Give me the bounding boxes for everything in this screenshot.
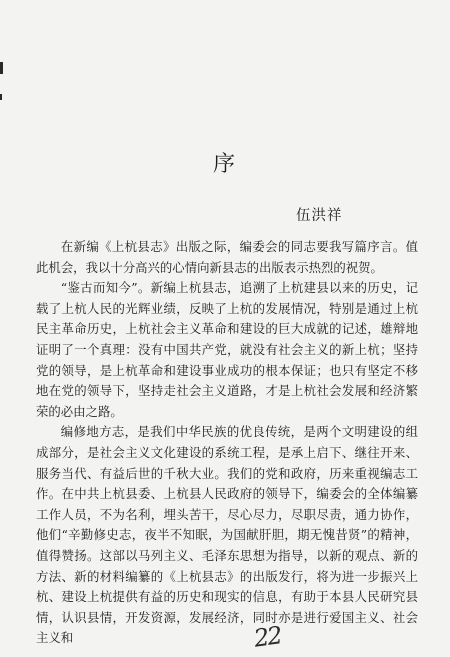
- body-text: [36, 237, 418, 649]
- paragraph: 编修地方志，是我们中华民族的优良传统，是两个文明建设的组成部分，是社会主义文化建设的系统工程，是承上启下、继往开来、服务当代、有益后世的千秋大业。我们的党和政府，历来重视编志工作。在中共上杭县委、上杭县人民政府的领导下，编委会的全体编纂工作人员，不为名利，埋头苦干，尽心尽力，尽职尽责，通力协作，他们“辛勤修史志，夜半不知眠，为国献肝胆，期无愧昔贤”的精神，值得赞扬。这部以马列主义、毛泽东思想为指导，以新的观点、新的方法、新的材料编纂的《上杭县志》的出版发行，将为进一步振兴上杭、建设上杭提供有益的历史和现实的信息，有助于本县人民研究县情，认识县情，开发资源，发展经济，同时亦是进行爱国主义、社会主义和: [36, 424, 418, 646]
- handwritten-page-number: 22: [252, 621, 283, 653]
- paragraph: 在新编《上杭县志》出版之际，编委会的同志要我写篇序言。值此机会，我以十分高兴的心情向新县志的出版表示热烈的祝贺。: [36, 239, 418, 275]
- author-name: 伍洪祥: [296, 208, 343, 224]
- page-title: 序: [212, 152, 237, 177]
- scan-edge-mark: [0, 62, 3, 74]
- paragraph: “鉴古而知今”。新编上杭县志，追溯了上杭建县以来的历史，记载了上杭人民的光辉业绩，反映了上杭的发展情况，特别是通过上杭民主革命历史，上杭社会主义革命和建设的巨大成就的记述，雄辩地证明了一个真理：没有中国共产党，就没有社会主义的新上杭；坚持党的领导，是上杭革命和建设事业成功的根本保证；也只有坚定不移地在党的领导下，坚持走社会主义道路，才是上杭社会发展和经济繁荣的必由之路。: [36, 280, 418, 419]
- scan-edge-mark: [0, 94, 2, 100]
